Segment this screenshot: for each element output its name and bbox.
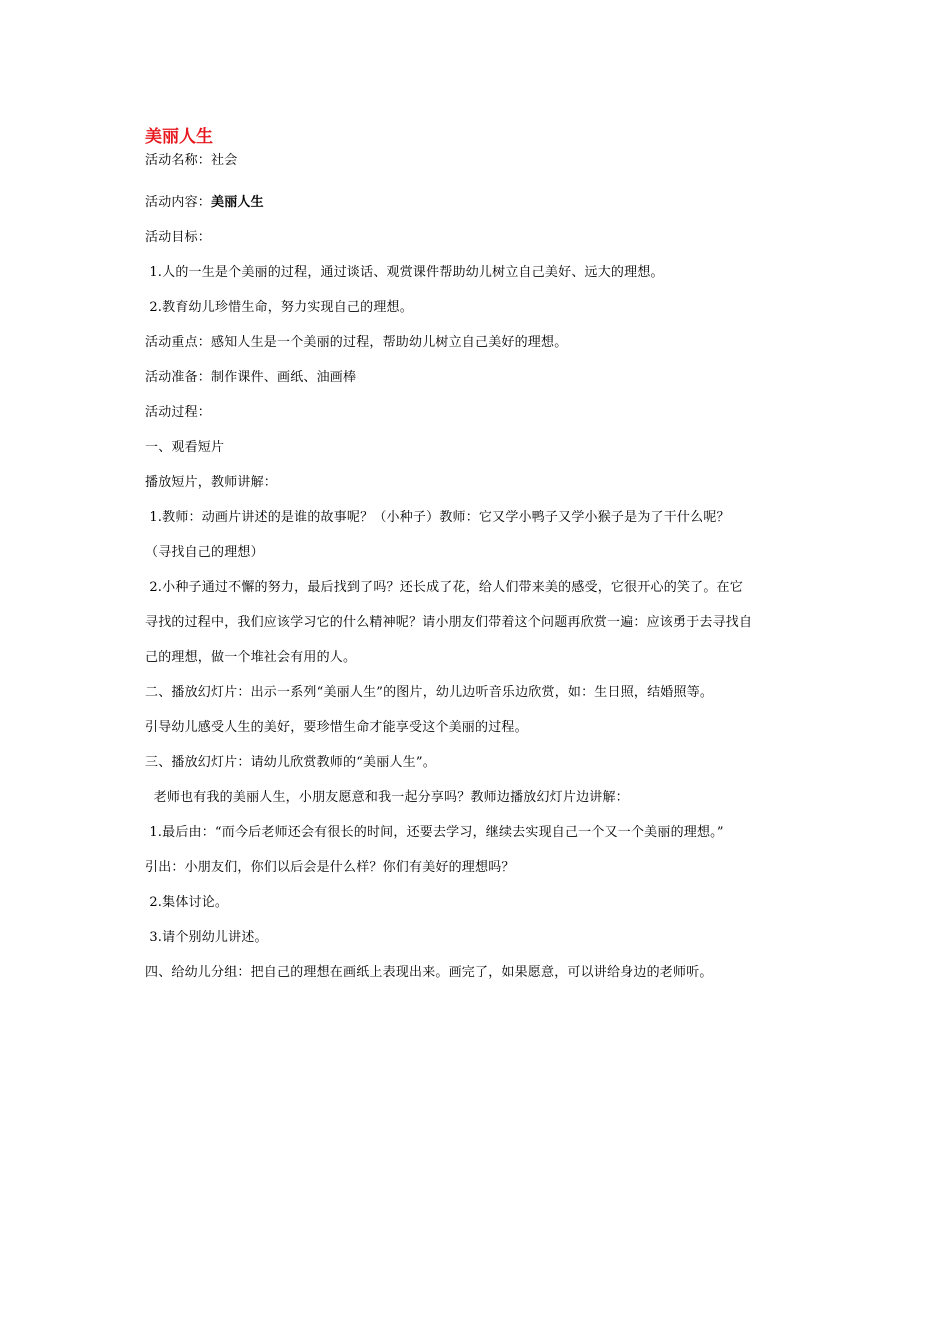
body-line: 1.人的一生是个美丽的过程，通过谈话、观赏课件帮助幼儿树立自己美好、远大的理想。: [145, 265, 664, 280]
body-line: 一、观看短片: [145, 440, 225, 455]
document-title: 美丽人生: [145, 127, 213, 147]
body-line: 活动过程：: [145, 405, 212, 420]
body-line: （寻找自己的理想）: [145, 545, 264, 560]
activity-content-label: 活动内容：: [145, 195, 212, 210]
document-body: [145, 124, 810, 990]
body-line: 引导幼儿感受人生的美好，要珍惜生命才能享受这个美丽的过程。: [145, 720, 528, 735]
body-line: 播放短片，教师讲解：: [145, 475, 278, 490]
body-lines: [145, 220, 810, 990]
body-line: 引出：小朋友们，你们以后会是什么样？你们有美好的理想吗？: [145, 860, 515, 875]
body-line: 2.小种子通过不懈的努力，最后找到了吗？还长成了花，给人们带来美的感受，它很开心的笑了。在它: [145, 580, 743, 595]
body-line: 活动重点：感知人生是一个美丽的过程，帮助幼儿树立自己美好的理想。: [145, 335, 568, 350]
body-line: 四、给幼儿分组：把自己的理想在画纸上表现出来。画完了，如果愿意，可以讲给身边的老师听。: [145, 965, 713, 980]
body-line: 2.教育幼儿珍惜生命，努力实现自己的理想。: [145, 300, 413, 315]
body-line: 3.请个别幼儿讲述。: [145, 930, 268, 945]
body-line: 二、播放幻灯片：出示一系列“美丽人生”的图片，幼儿边听音乐边欣赏，如：生日照，结婚照等。: [145, 685, 714, 700]
body-line: 2.集体讨论。: [145, 895, 229, 910]
body-line: 三、播放幻灯片：请幼儿欣赏教师的“美丽人生”。: [145, 755, 436, 770]
body-line: 1.最后由：“而今后老师还会有很长的时间，还要去学习，继续去实现自己一个又一个美丽的理想。”: [145, 825, 724, 840]
activity-name-line: 活动名称：社会: [145, 153, 238, 168]
activity-content-line: [145, 185, 810, 220]
body-line: 老师也有我的美丽人生，小朋友愿意和我一起分享吗？教师边播放幻灯片边讲解：: [145, 790, 629, 805]
body-line: 活动准备：制作课件、画纸、油画棒: [145, 370, 357, 385]
activity-content-value: 美丽人生: [211, 195, 264, 210]
body-line: 活动目标：: [145, 230, 212, 245]
body-line: 己的理想，做一个堆社会有用的人。: [145, 650, 357, 665]
body-line: 寻找的过程中，我们应该学习它的什么精神呢？请小朋友们带着这个问题再欣赏一遍：应该勇于去寻找自: [145, 615, 753, 630]
body-line: 1.教师：动画片讲述的是谁的故事呢？（小种子）教师：它又学小鸭子又学小猴子是为了干什么呢？: [145, 510, 730, 525]
